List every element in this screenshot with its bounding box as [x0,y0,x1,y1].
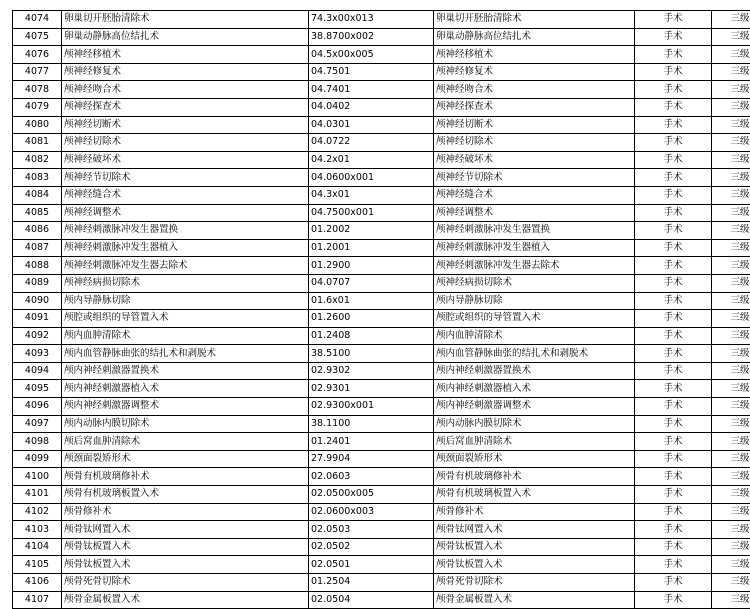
cell-category: 手术 [635,574,712,592]
cell-procedure-code: 04.7500x001 [309,204,434,222]
cell-procedure-code: 01.2408 [309,327,434,345]
table-row [13,380,750,398]
cell-procedure-name: 颅神经调整术 [62,204,309,222]
cell-procedure-code: 04.7501 [309,63,434,81]
table-row [13,574,750,592]
cell-procedure-code: 01.2900 [309,257,434,275]
cell-level: 三级 [712,292,750,310]
cell-procedure-name-alt: 颅神经缝合术 [434,186,635,204]
cell-procedure-name: 颅骨金属板置入术 [62,591,309,609]
cell-index: 4090 [13,292,62,310]
cell-procedure-name: 颅颈面裂矫形术 [62,450,309,468]
cell-level: 三级 [712,116,750,134]
cell-index: 4091 [13,310,62,328]
cell-category: 手术 [635,63,712,81]
table-row [13,538,750,556]
cell-procedure-name: 颅神经切除术 [62,134,309,152]
table-row [13,521,750,539]
cell-category: 手术 [635,415,712,433]
cell-category: 手术 [635,46,712,64]
cell-category: 手术 [635,521,712,539]
cell-procedure-code: 02.9300x001 [309,398,434,416]
cell-procedure-name-alt: 颅骨有机玻璃修补术 [434,468,635,486]
cell-procedure-code: 04.7401 [309,81,434,99]
cell-procedure-name: 颅内血管静脉曲张的结扎术和剥脱术 [62,345,309,363]
cell-category: 手术 [635,503,712,521]
cell-procedure-name: 颅神经刺激脉冲发生器去除术 [62,257,309,275]
cell-category: 手术 [635,169,712,187]
table-row [13,46,750,64]
table-row [13,398,750,416]
cell-procedure-name: 颅神经刺激脉冲发生器植入 [62,239,309,257]
cell-procedure-name: 颅内血肿清除术 [62,327,309,345]
cell-procedure-code: 38.1100 [309,415,434,433]
table-row [13,415,750,433]
cell-procedure-code: 02.0603 [309,468,434,486]
cell-procedure-code: 01.2002 [309,222,434,240]
table-row [13,274,750,292]
cell-procedure-code: 01.2001 [309,239,434,257]
cell-procedure-name-alt: 颅神经刺激脉冲发生器植入 [434,239,635,257]
cell-procedure-code: 02.0500x005 [309,486,434,504]
cell-procedure-name-alt: 卵巢动静脉高位结扎术 [434,28,635,46]
cell-procedure-name-alt: 颅内神经刺激器植入术 [434,380,635,398]
cell-index: 4105 [13,556,62,574]
cell-procedure-name: 颅骨有机玻璃板置入术 [62,486,309,504]
cell-category: 手术 [635,274,712,292]
cell-procedure-name: 颅骨修补术 [62,503,309,521]
cell-category: 手术 [635,345,712,363]
cell-category: 手术 [635,239,712,257]
cell-procedure-name-alt: 颅神经节切除术 [434,169,635,187]
table-row [13,151,750,169]
cell-procedure-name: 颅骨钛板置入术 [62,538,309,556]
cell-procedure-name-alt: 颅神经吻合术 [434,81,635,99]
cell-procedure-code: 27.9904 [309,450,434,468]
table-body [13,11,750,609]
cell-procedure-code: 02.0600x003 [309,503,434,521]
cell-procedure-name-alt: 颅内神经刺激器置换术 [434,362,635,380]
table-row [13,362,750,380]
cell-index: 4076 [13,46,62,64]
table-row [13,292,750,310]
cell-category: 手术 [635,591,712,609]
table-row [13,486,750,504]
cell-category: 手术 [635,134,712,152]
cell-procedure-name-alt: 颅后窝血肿清除术 [434,433,635,451]
cell-procedure-name: 颅神经移植术 [62,46,309,64]
table-row [13,257,750,275]
cell-procedure-name: 颅神经病损切除术 [62,274,309,292]
cell-procedure-name: 卵巢动静脉高位结扎术 [62,28,309,46]
cell-procedure-name: 颅神经修复术 [62,63,309,81]
cell-category: 手术 [635,204,712,222]
cell-procedure-name: 颅神经刺激脉冲发生器置换 [62,222,309,240]
cell-index: 4098 [13,433,62,451]
cell-procedure-name: 颅神经破坏术 [62,151,309,169]
cell-procedure-code: 38.5100 [309,345,434,363]
cell-category: 手术 [635,11,712,29]
cell-level: 三级 [712,186,750,204]
cell-procedure-name: 颅神经节切除术 [62,169,309,187]
cell-index: 4095 [13,380,62,398]
cell-index: 4084 [13,186,62,204]
cell-index: 4075 [13,28,62,46]
cell-index: 4094 [13,362,62,380]
cell-index: 4092 [13,327,62,345]
cell-procedure-name: 颅骨钛网置入术 [62,521,309,539]
cell-procedure-code: 01.2504 [309,574,434,592]
cell-procedure-name: 颅骨钛板置入术 [62,556,309,574]
table-row [13,503,750,521]
cell-procedure-name-alt: 颅神经移植术 [434,46,635,64]
cell-index: 4085 [13,204,62,222]
cell-level: 三级 [712,380,750,398]
cell-procedure-code: 02.0501 [309,556,434,574]
cell-level: 三级 [712,468,750,486]
cell-index: 4089 [13,274,62,292]
cell-procedure-name: 颅内神经刺激器植入术 [62,380,309,398]
cell-category: 手术 [635,81,712,99]
table-row [13,28,750,46]
cell-procedure-name: 颅神经缝合术 [62,186,309,204]
table-row [13,134,750,152]
cell-procedure-name: 颅骨死骨切除术 [62,574,309,592]
cell-procedure-name-alt: 颅内导静脉切除 [434,292,635,310]
cell-procedure-name-alt: 卵巢切开胚胎清除术 [434,11,635,29]
cell-level: 三级 [712,486,750,504]
cell-level: 三级 [712,310,750,328]
cell-index: 4081 [13,134,62,152]
procedure-table [12,10,750,609]
cell-index: 4102 [13,503,62,521]
cell-procedure-code: 04.0707 [309,274,434,292]
cell-category: 手术 [635,433,712,451]
cell-procedure-name: 颅腔或组织的导管置入术 [62,310,309,328]
cell-procedure-name: 颅神经吻合术 [62,81,309,99]
table-row [13,239,750,257]
cell-level: 三级 [712,591,750,609]
cell-procedure-name: 颅内神经刺激器置换术 [62,362,309,380]
cell-procedure-name-alt: 颅神经病损切除术 [434,274,635,292]
cell-procedure-code: 01.2600 [309,310,434,328]
cell-procedure-name-alt: 颅神经调整术 [434,204,635,222]
cell-index: 4097 [13,415,62,433]
cell-category: 手术 [635,450,712,468]
cell-procedure-code: 04.0402 [309,98,434,116]
cell-index: 4104 [13,538,62,556]
cell-level: 三级 [712,556,750,574]
cell-procedure-name: 颅内动脉内膜切除术 [62,415,309,433]
cell-category: 手术 [635,327,712,345]
cell-procedure-name: 颅骨有机玻璃修补术 [62,468,309,486]
cell-index: 4096 [13,398,62,416]
cell-procedure-name-alt: 颅骨钛网置入术 [434,521,635,539]
cell-procedure-name-alt: 颅神经刺激脉冲发生器去除术 [434,257,635,275]
cell-procedure-code: 02.9301 [309,380,434,398]
cell-category: 手术 [635,362,712,380]
table-row [13,433,750,451]
cell-procedure-code: 04.0301 [309,116,434,134]
cell-procedure-name-alt: 颅内血管静脉曲张的结扎术和剥脱术 [434,345,635,363]
cell-level: 三级 [712,574,750,592]
cell-index: 4077 [13,63,62,81]
cell-procedure-name-alt: 颅神经修复术 [434,63,635,81]
cell-category: 手术 [635,186,712,204]
cell-category: 手术 [635,151,712,169]
cell-index: 4107 [13,591,62,609]
cell-procedure-name-alt: 颅神经破坏术 [434,151,635,169]
cell-level: 三级 [712,503,750,521]
cell-procedure-name-alt: 颅腔或组织的导管置入术 [434,310,635,328]
cell-level: 三级 [712,450,750,468]
cell-procedure-name: 卵巢切开胚胎清除术 [62,11,309,29]
cell-index: 4087 [13,239,62,257]
cell-procedure-code: 04.0600x001 [309,169,434,187]
cell-procedure-code: 02.0503 [309,521,434,539]
cell-index: 4106 [13,574,62,592]
cell-category: 手术 [635,380,712,398]
cell-procedure-name: 颅内导静脉切除 [62,292,309,310]
cell-index: 4074 [13,11,62,29]
cell-category: 手术 [635,222,712,240]
table-row [13,327,750,345]
table-row [13,98,750,116]
cell-procedure-code: 04.2x01 [309,151,434,169]
table-row [13,591,750,609]
cell-procedure-name: 颅神经探查术 [62,98,309,116]
table-row [13,169,750,187]
cell-level: 三级 [712,327,750,345]
table-row [13,63,750,81]
cell-index: 4086 [13,222,62,240]
cell-category: 手术 [635,257,712,275]
cell-procedure-code: 01.6x01 [309,292,434,310]
cell-procedure-name-alt: 颅骨死骨切除术 [434,574,635,592]
cell-procedure-name: 颅内神经刺激器调整术 [62,398,309,416]
cell-category: 手术 [635,486,712,504]
cell-level: 三级 [712,257,750,275]
cell-level: 三级 [712,81,750,99]
cell-level: 三级 [712,169,750,187]
table-row [13,468,750,486]
cell-level: 三级 [712,239,750,257]
cell-procedure-name: 颅神经切断术 [62,116,309,134]
cell-procedure-name-alt: 颅神经探查术 [434,98,635,116]
table-row [13,116,750,134]
cell-index: 4083 [13,169,62,187]
cell-level: 三级 [712,46,750,64]
cell-procedure-code: 02.0502 [309,538,434,556]
cell-level: 三级 [712,415,750,433]
cell-level: 三级 [712,204,750,222]
cell-category: 手术 [635,28,712,46]
cell-procedure-code: 02.9302 [309,362,434,380]
cell-procedure-name-alt: 颅骨钛板置入术 [434,556,635,574]
cell-index: 4078 [13,81,62,99]
cell-level: 三级 [712,398,750,416]
cell-index: 4103 [13,521,62,539]
cell-procedure-code: 04.5x00x005 [309,46,434,64]
cell-index: 4093 [13,345,62,363]
cell-procedure-name-alt: 颅内动脉内膜切除术 [434,415,635,433]
cell-procedure-code: 04.0722 [309,134,434,152]
cell-index: 4079 [13,98,62,116]
cell-procedure-code: 01.2401 [309,433,434,451]
cell-procedure-code: 74.3x00x013 [309,11,434,29]
cell-category: 手术 [635,98,712,116]
table-row [13,345,750,363]
cell-procedure-name-alt: 颅骨钛板置入术 [434,538,635,556]
table-row [13,81,750,99]
cell-level: 三级 [712,134,750,152]
table-row [13,450,750,468]
cell-category: 手术 [635,310,712,328]
cell-level: 三级 [712,274,750,292]
cell-index: 4080 [13,116,62,134]
table-row [13,310,750,328]
cell-level: 三级 [712,222,750,240]
cell-level: 三级 [712,28,750,46]
table-row [13,11,750,29]
cell-index: 4100 [13,468,62,486]
cell-procedure-code: 38.8700x002 [309,28,434,46]
cell-procedure-name-alt: 颅神经刺激脉冲发生器置换 [434,222,635,240]
cell-procedure-name-alt: 颅内血肿清除术 [434,327,635,345]
table-row [13,222,750,240]
cell-procedure-name-alt: 颅颈面裂矫形术 [434,450,635,468]
cell-category: 手术 [635,556,712,574]
table-row [13,204,750,222]
cell-index: 4088 [13,257,62,275]
cell-procedure-name-alt: 颅骨修补术 [434,503,635,521]
cell-procedure-name-alt: 颅神经切断术 [434,116,635,134]
table-row [13,556,750,574]
cell-procedure-name-alt: 颅内神经刺激器调整术 [434,398,635,416]
cell-level: 三级 [712,362,750,380]
cell-level: 三级 [712,521,750,539]
cell-level: 三级 [712,538,750,556]
cell-category: 手术 [635,116,712,134]
cell-procedure-name-alt: 颅骨有机玻璃板置入术 [434,486,635,504]
cell-level: 三级 [712,63,750,81]
cell-procedure-code: 02.0504 [309,591,434,609]
cell-index: 4082 [13,151,62,169]
cell-procedure-name: 颅后窝血肿清除术 [62,433,309,451]
cell-category: 手术 [635,398,712,416]
cell-index: 4099 [13,450,62,468]
cell-level: 三级 [712,151,750,169]
cell-level: 三级 [712,433,750,451]
cell-procedure-name-alt: 颅神经切除术 [434,134,635,152]
cell-procedure-name-alt: 颅骨金属板置入术 [434,591,635,609]
cell-level: 三级 [712,98,750,116]
cell-category: 手术 [635,292,712,310]
table-row [13,186,750,204]
cell-level: 三级 [712,345,750,363]
cell-category: 手术 [635,468,712,486]
cell-category: 手术 [635,538,712,556]
cell-level: 三级 [712,11,750,29]
cell-procedure-code: 04.3x01 [309,186,434,204]
cell-index: 4101 [13,486,62,504]
